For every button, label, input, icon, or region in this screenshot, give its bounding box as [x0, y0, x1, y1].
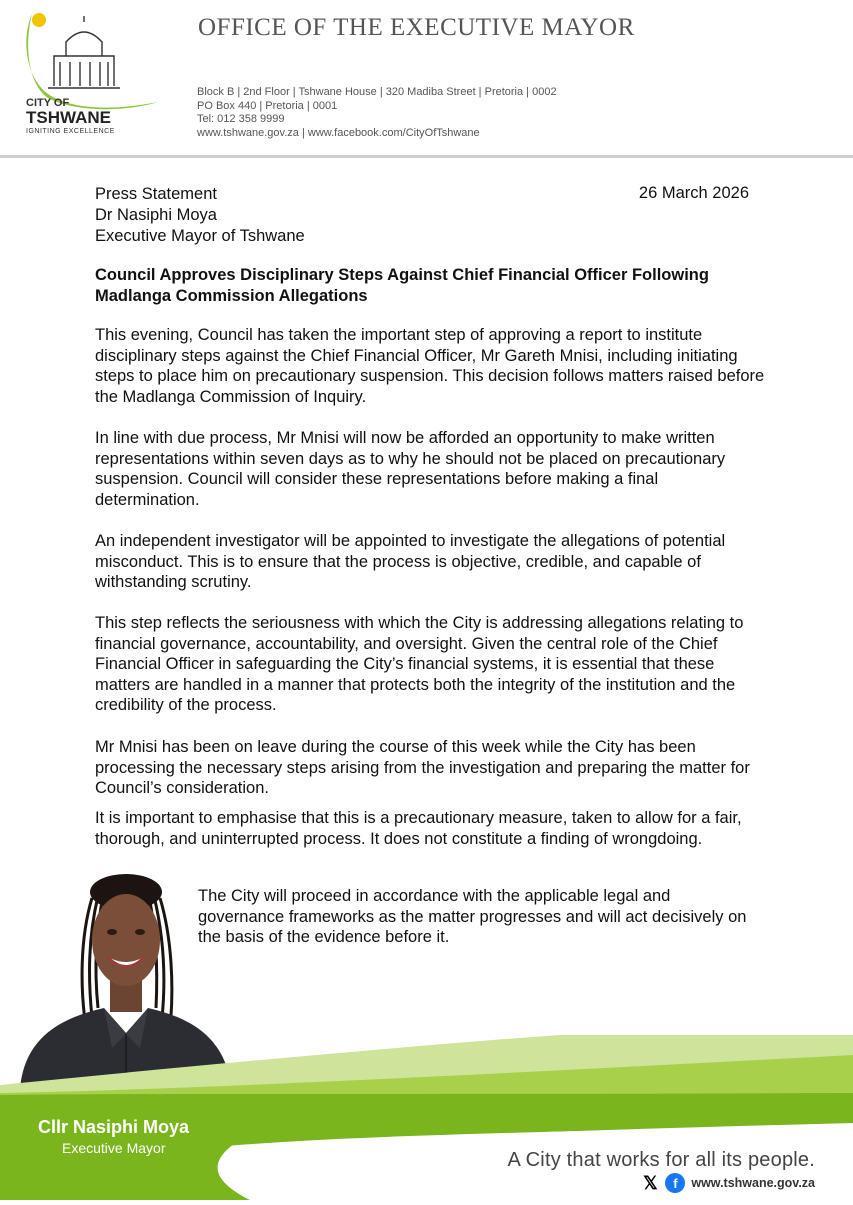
- footer-mayor-name: Cllr Nasiphi Moya: [38, 1117, 190, 1137]
- logo-line3: IGNITING EXCELLENCE: [26, 128, 115, 135]
- header-divider: [0, 155, 853, 158]
- body-paragraph: Mr Mnisi has been on leave during the course of this week while the City has been processing the necessary steps arising from the investigation and preparing the matter for Council’s consideration.: [95, 738, 750, 798]
- address-block: [197, 86, 557, 140]
- statement-date: 26 March 2026: [638, 184, 749, 202]
- statement-type: Press Statement: [95, 185, 217, 203]
- footer-mayor-title: Executive Mayor: [62, 1140, 166, 1156]
- body-paragraph: An independent investigator will be appointed to investigate the allegations of potential misconduct. This is to ensure that the process is objective, credible, and capable of withstanding scrutiny.: [95, 532, 726, 592]
- office-title: OFFICE OF THE EXECUTIVE MAYOR: [198, 14, 635, 41]
- address-line: www.tshwane.gov.za | www.facebook.com/CityOfTshwane: [197, 126, 480, 139]
- body-paragraph: This step reflects the seriousness with which the City is addressing allegations relating to financial governance, accountability, and oversight. Given the central role of the Chief Financial Officer in safeguarding the City’s financial systems, it is essential that these matters are handled in a manner that protects both the integrity of the institution and the credibility of the process.: [95, 614, 744, 715]
- logo-line2: TSHWANE: [26, 108, 111, 127]
- address-line: PO Box 440 | Pretoria | 0001: [197, 99, 338, 112]
- body-paragraph: This evening, Council has taken the important step of approving a report to institute disciplinary steps against the Chief Financial Officer, Mr Gareth Mnisi, including initiating steps to place him on precautionary suspension. This decision follows matters raised before the Madlanga Commission of Inquiry.: [95, 326, 765, 406]
- address-line: Tel: 012 358 9999: [197, 113, 285, 126]
- social-links: [641, 1173, 815, 1193]
- address-line: Block B | 2nd Floor | Tshwane House | 320 Madiba Street | Pretoria | 0002: [197, 86, 557, 98]
- body-paragraph: The City will proceed in accordance with the applicable legal and governance frameworks as the matter progresses and will act decisively on the basis of the evidence before it.: [198, 887, 747, 947]
- city-slogan: A City that works for all its people.: [507, 1149, 815, 1171]
- statement-meta: [95, 184, 305, 247]
- body-paragraph: It is important to emphasise that this is a precautionary measure, taken to allow for a fair, thorough, and uninterrupted process. It does not constitute a finding of wrongdoing.: [95, 809, 742, 848]
- author-role: Executive Mayor of Tshwane: [95, 227, 305, 245]
- facebook-icon[interactable]: f: [665, 1173, 685, 1193]
- x-icon[interactable]: 𝕏: [643, 1172, 658, 1193]
- author-name: Dr Nasiphi Moya: [95, 206, 217, 224]
- body-paragraph: In line with due process, Mr Mnisi will now be afforded an opportunity to make written representations within seven days as to why he should not be placed on precautionary suspension. Council will consider these representations before making a final determination.: [95, 429, 726, 509]
- headline: Council Approves Disciplinary Steps Against Chief Financial Officer Following Madlanga Commission Allegations: [95, 266, 709, 305]
- footer-website-link[interactable]: www.tshwane.gov.za: [691, 1176, 815, 1190]
- logo-line1: CITY OF: [26, 97, 70, 109]
- city-of-tshwane-logo: [18, 6, 168, 138]
